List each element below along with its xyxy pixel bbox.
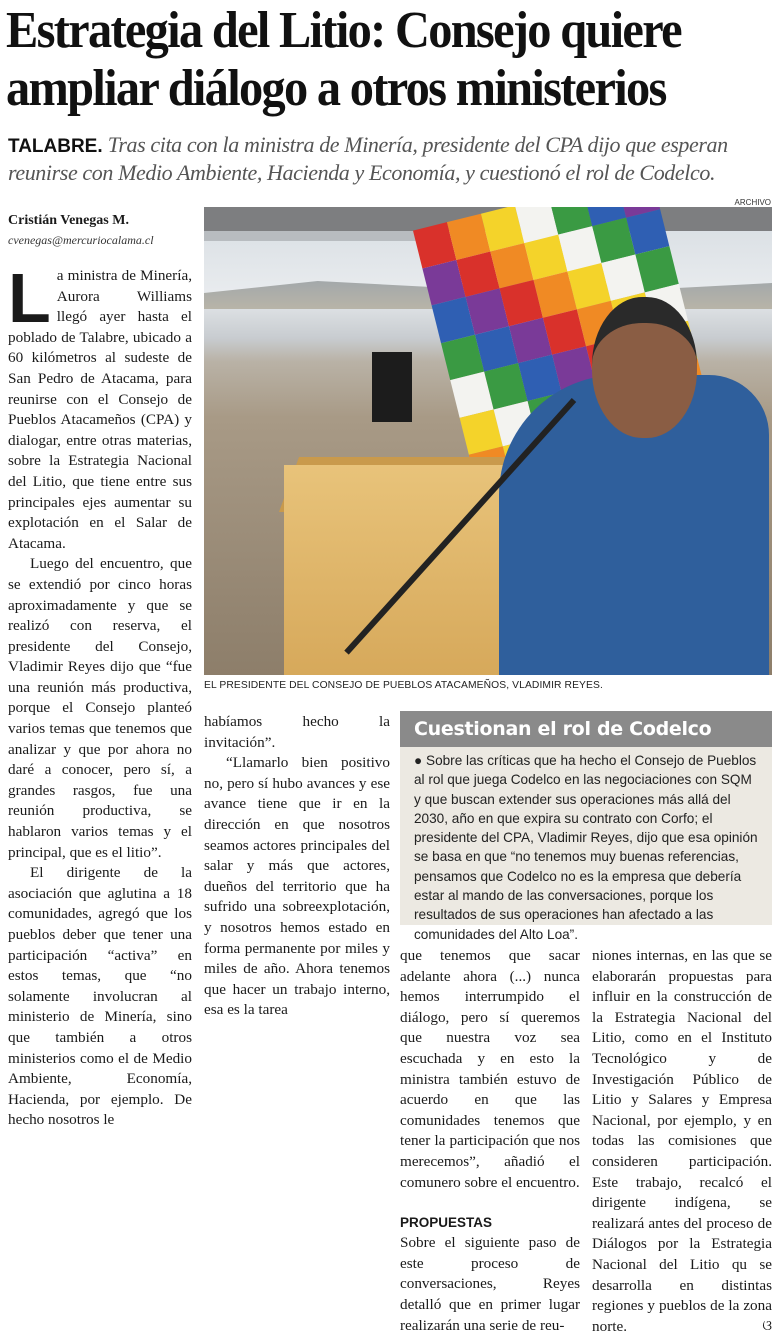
sidebar-box: [400, 711, 772, 942]
byline-author: Cristián Venegas M.: [8, 213, 129, 228]
deck-kicker: TALABRE.: [8, 136, 103, 157]
paragraph: habíamos hecho la invitación”.: [204, 713, 390, 751]
article-column-1: [8, 259, 192, 1131]
photo-caption: EL PRESIDENTE DEL CONSEJO DE PUEBLOS ATACAMEÑOS, VLADIMIR REYES.: [204, 680, 603, 691]
photo-speaker-head: [592, 297, 697, 438]
deck-text: Tras cita con la ministra de Minería, presidente del CPA dijo que esperan reunirse con Medio Ambiente, Hacienda y Economía, y cuestionó el rol de Codelco.: [8, 132, 728, 185]
paragraph: [592, 946, 772, 1337]
headline: [6, 2, 722, 118]
paragraph: “Llamarlo bien positivo no, pero sí hubo avances y ese avance tiene que ir en la dirección en que nosotros seamos actores principales del salar y más que actores, dueños del territorio que ha sufrido una sobreexplotación, y nosotros hemos estado en forma permanente por miles y miles de año. Ahora tenemos que hacer un trabajo interno, esa es la tarea: [204, 754, 390, 1019]
headline-line-2: ampliar diálogo a otros ministerios: [6, 60, 666, 117]
bullet-icon: ●: [414, 753, 423, 768]
sidebar-title: Cuestionan el rol de Codelco: [400, 711, 772, 747]
article-column-2: [204, 712, 390, 1021]
paragraph-text: a ministra de Minería, Aurora Williams llegó ayer hasta el poblado de Talabre, ubicado a 60 kilómetros al sudeste de San Pedro de Atacama, para reunirse con el Consejo de Pueblos Atacameños (CPA) y dialogar, entre otras materias, sobre la Estrategia Nacional del Litio, que tiene entre sus principales ejes aumentar su explotación en el Salar de Atacama.: [8, 267, 192, 552]
article-column-4: [592, 946, 772, 1337]
paragraph: que tenemos que sacar adelante ahora (...) nunca hemos interrumpido el diálogo, pero sí queremos que nuestra voz sea escuchada y en esto la ministra también estuvo de acuerdo en que las comunidades tenemos que tener la participación que nos merecemos”, añadió el comunero sobre el encuentro.: [400, 947, 580, 1191]
photo-tent-awning: [204, 231, 444, 241]
sidebar-text: Sobre las críticas que ha hecho el Consejo de Pueblos al rol que juega Codelco en las negociaciones con SQM y que buscan extender sus operaciones más allá del 2030, año en que expira su contrato con Corfo; el presidente del CPA, Vladimir Reyes, dijo que esa opinión se basa en que “no tenemos muy buenas referencias, pensamos que Codelco no es la empresa que debería estar al mando de las conversaciones, porque los resultados de sus operaciones han afectado a las comunidades del Alto Loa”.: [414, 753, 758, 942]
subheading: PROPUESTAS: [400, 1215, 493, 1231]
article-column-3: [400, 946, 580, 1336]
paragraph: [8, 259, 192, 554]
headline-line-1: Estrategia del Litio: Consejo quiere: [6, 2, 681, 59]
photo-speaker-box: [372, 352, 412, 422]
article-photo: [204, 207, 772, 675]
photo-credit: ARCHIVO: [734, 198, 771, 207]
end-mark-icon: ଓ: [762, 1318, 772, 1334]
sidebar-body: [400, 747, 772, 944]
paragraph: Luego del encuentro, que se extendió por cinco horas aproximadamente y que se realizó con reserva, el presidente del Consejo, Vladimir Reyes dijo que “fue una reunión más productiva, porque el Consejo planteó varios temas que tenemos que analizar y que por ahora no daré a conocer, pero sí, a grandes rasgos, fue una reunión productiva, se hablaron varios temas y el principal, que es el litio”.: [8, 555, 192, 861]
byline-email[interactable]: cvenegas@mercuriocalama.cl: [8, 233, 154, 247]
paragraph: Sobre el siguiente paso de este proceso de conversaciones, Reyes detalló que en primer lugar realizarán una serie de reu-: [400, 1234, 580, 1334]
dropcap: L: [8, 259, 51, 337]
paragraph-text: niones internas, en las que se elaborarán propuestas para influir en la construcción de la Estrategia Nacional del Litio, como en el Instituto Tecnológico y de Investigación Público de Litio y Salares y Empresa Nacional, por ejemplo, y en todas las comisiones que consideren participación. Este trabajo, recalcó el dirigente indígena, se realizará antes del proceso de Diálogos por la Estrategia Nacional del Litio qu se desarrolla en distintas regiones y pueblos de la zona norte.: [592, 947, 772, 1335]
photo-podium: [284, 465, 529, 675]
paragraph: El dirigente de la asociación que aglutina a 18 comunidades, agregó que los pueblos deber que tener una participación “activa” en estos temas, que “no solamente involucran al ministerio de Minería, sino que también a otros ministerios como el de Medio Ambiente, Economía, Hacienda, por ejemplo. De hecho nosotros le: [8, 864, 192, 1129]
deck: [8, 132, 778, 186]
